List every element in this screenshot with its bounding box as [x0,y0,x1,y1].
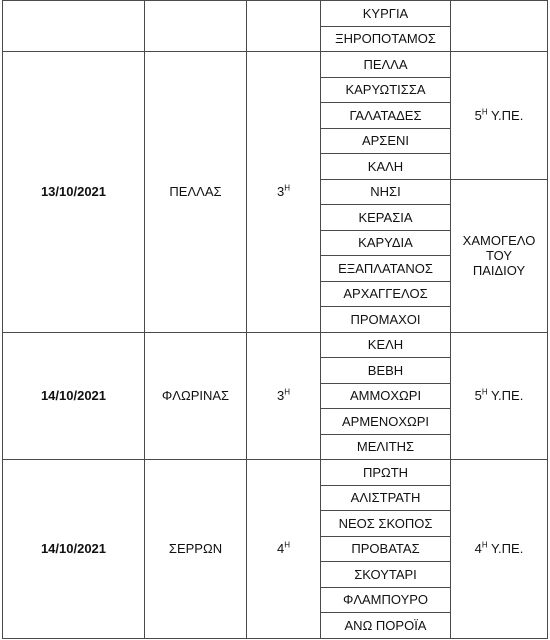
area-cell: ΚΑΡΥΔΙΑ [321,230,451,256]
date-cell: 13/10/2021 [3,52,145,333]
area-cell: ΑΡΜΕΝΟΧΩΡΙ [321,409,451,435]
area-cell: ΒΕΒΗ [321,358,451,384]
organization-cell [451,1,548,52]
grade-cell [247,1,321,52]
org-line: ΠΑΙΔΙΟΥ [472,263,526,278]
area-cell: ΠΕΛΛΑ [321,52,451,78]
date-cell [3,1,145,52]
org-superscript: Η [481,387,488,397]
table-row [3,1,548,27]
area-cell: ΜΕΛΙΤΗΣ [321,434,451,460]
area-cell: ΚΕΡΑΣΙΑ [321,205,451,231]
area-cell: ΝΗΣΙ [321,179,451,205]
org-line: ΧΑΜΟΓΕΛΟ [462,233,536,248]
area-cell: ΑΡΧΑΓΓΕΛΟΣ [321,281,451,307]
area-cell: ΠΡΟΜΑΧΟΙ [321,307,451,333]
date-cell: 14/10/2021 [3,332,145,460]
area-cell: ΕΞΑΠΛΑΤΑΝΟΣ [321,256,451,282]
org-number: 5 [474,388,482,404]
table-row [3,460,548,486]
area-cell: ΑΡΣΕΝΙ [321,128,451,154]
org-line: ΤΟΥ [485,248,513,263]
grade-cell [247,332,321,460]
area-cell: ΓΑΛΑΤΑΔΕΣ [321,103,451,129]
grade-superscript: Η [284,387,290,397]
grade-number: 4 [276,541,285,557]
org-number: 5 [474,107,482,123]
area-cell: ΠΡΟΒΑΤΑΣ [321,536,451,562]
area-cell: ΚΥΡΓΙΑ [321,1,451,27]
schedule-table [2,0,548,639]
grade-superscript: Η [284,540,290,550]
org-text: Υ.ΠΕ. [487,107,524,123]
area-cell: ΚΕΛΗ [321,332,451,358]
area-cell: ΝΕΟΣ ΣΚΟΠΟΣ [321,511,451,537]
organization-cell [451,52,548,180]
area-cell: ΣΚΟΥΤΑΡΙ [321,562,451,588]
area-cell: ΞΗΡΟΠΟΤΑΜΟΣ [321,26,451,52]
organization-cell [451,460,548,639]
region-cell: ΦΛΩΡΙΝΑΣ [145,332,247,460]
grade-superscript: Η [284,183,290,193]
org-number: 4 [474,541,482,557]
region-cell: ΠΕΛΛΑΣ [145,52,247,333]
table-row [3,52,548,78]
org-text: Υ.ΠΕ. [487,388,524,404]
organization-cell [451,179,548,332]
area-cell: ΑΛΙΣΤΡΑΤΗ [321,485,451,511]
org-text: Υ.ΠΕ. [487,541,524,557]
grade-number: 3 [276,184,285,200]
area-cell: ΑΜΜΟΧΩΡΙ [321,383,451,409]
grade-cell [247,52,321,333]
org-superscript: Η [481,107,488,117]
org-superscript: Η [481,540,488,550]
area-cell: ΦΛΑΜΠΟΥΡΟ [321,587,451,613]
organization-cell [451,332,548,460]
region-cell [145,1,247,52]
region-cell: ΣΕΡΡΩΝ [145,460,247,639]
area-cell: ΑΝΩ ΠΟΡΟΪΑ [321,613,451,639]
grade-number: 3 [276,388,285,404]
date-cell: 14/10/2021 [3,460,145,639]
grade-cell [247,460,321,639]
area-cell: ΚΑΡΥΩΤΙΣΣΑ [321,77,451,103]
area-cell: ΚΑΛΗ [321,154,451,180]
table-row [3,332,548,358]
area-cell: ΠΡΩΤΗ [321,460,451,486]
